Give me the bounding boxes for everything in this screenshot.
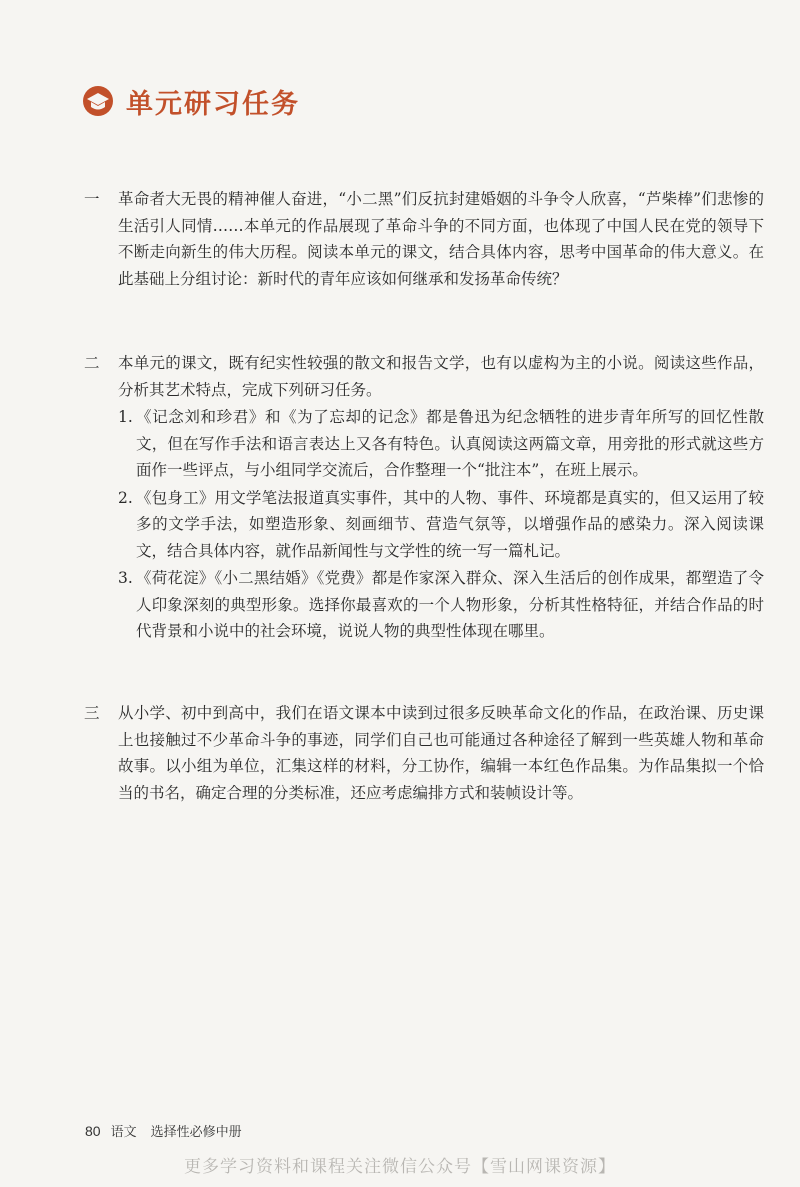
watermark-text: 更多学习资料和课程关注微信公众号【雪山网课资源】 bbox=[184, 1157, 616, 1177]
task-section-2 bbox=[84, 350, 764, 645]
item-number: 2. bbox=[118, 488, 133, 507]
subject-label: 语文 bbox=[110, 1125, 137, 1140]
task-item-2 bbox=[118, 485, 764, 565]
task-item-1 bbox=[118, 404, 764, 484]
item-text: 《记念刘和珍君》和《为了忘却的记念》都是鲁迅为纪念牺牲的进步青年所写的回忆性散文，但在写作手法和语言表达上又各有特色。认真阅读这两篇文章，用旁批的形式就这些方面作一些评点，与小组同学交流后，合作整理一个“批注本”，在班上展示。 bbox=[136, 408, 764, 479]
section-number: 一 bbox=[84, 190, 100, 208]
item-number: 3. bbox=[118, 569, 133, 587]
page-footer bbox=[85, 1121, 242, 1140]
graduation-cap-icon bbox=[82, 85, 114, 117]
section-text: 革命者大无畏的精神催人奋进，“小二黑”们反抗封建婚姻的斗争令人欣喜，“芦柴棒”们悲惨的生活引人同情……本单元的作品展现了革命斗争的不同方面，也体现了中国人民在党的领导下不断走向新生的伟大历程。阅读本单元的课文，结合具体内容，思考中国革命的伟大意义。在此基础上分组讨论：新时代的青年应该如何继承和发扬革命传统？ bbox=[118, 190, 764, 288]
unit-task-header bbox=[82, 83, 300, 119]
task-item-3 bbox=[118, 565, 764, 645]
section-number: 二 bbox=[84, 354, 100, 372]
section-text: 从小学、初中到高中，我们在语文课本中读到过很多反映革命文化的作品，在政治课、历史课上也接触过不少革命斗争的事迹，同学们自己也可能通过各种途径了解到一些英雄人物和革命故事。以小组为单位，汇集这样的材料，分工协作，编辑一本红色作品集。为作品集拟一个恰当的书名，确定合理的分类标准，还应考虑编排方式和装帧设计等。 bbox=[118, 704, 764, 802]
item-text: 《包身工》用文学笔法报道真实事件，其中的人物、事件、环境都是真实的，但又运用了较多的文学手法，如塑造形象、刻画细节、营造气氛等，以增强作品的感染力。深入阅读课文，结合具体内容，就作品新闻性与文学性的统一写一篇札记。 bbox=[136, 488, 764, 560]
item-number: 1. bbox=[118, 408, 133, 426]
section-text: 本单元的课文，既有纪实性较强的散文和报告文学，也有以虚构为主的小说。阅读这些作品，分析其艺术特点，完成下列研习任务。 bbox=[118, 354, 764, 399]
page-title: 单元研习任务 bbox=[126, 88, 300, 120]
section-number: 三 bbox=[84, 704, 100, 722]
book-volume-label: 选择性必修中册 bbox=[150, 1125, 242, 1140]
task-section-1 bbox=[84, 186, 764, 292]
page-number: 80 bbox=[85, 1123, 101, 1139]
task-section-3 bbox=[84, 700, 764, 806]
item-text: 《荷花淀》《小二黑结婚》《党费》都是作家深入群众、深入生活后的创作成果，都塑造了令人印象深刻的典型形象。选择你最喜欢的一个人物形象，分析其性格特征，并结合作品的时代背景和小说中的社会环境，说说人物的典型性体现在哪里。 bbox=[136, 569, 764, 640]
